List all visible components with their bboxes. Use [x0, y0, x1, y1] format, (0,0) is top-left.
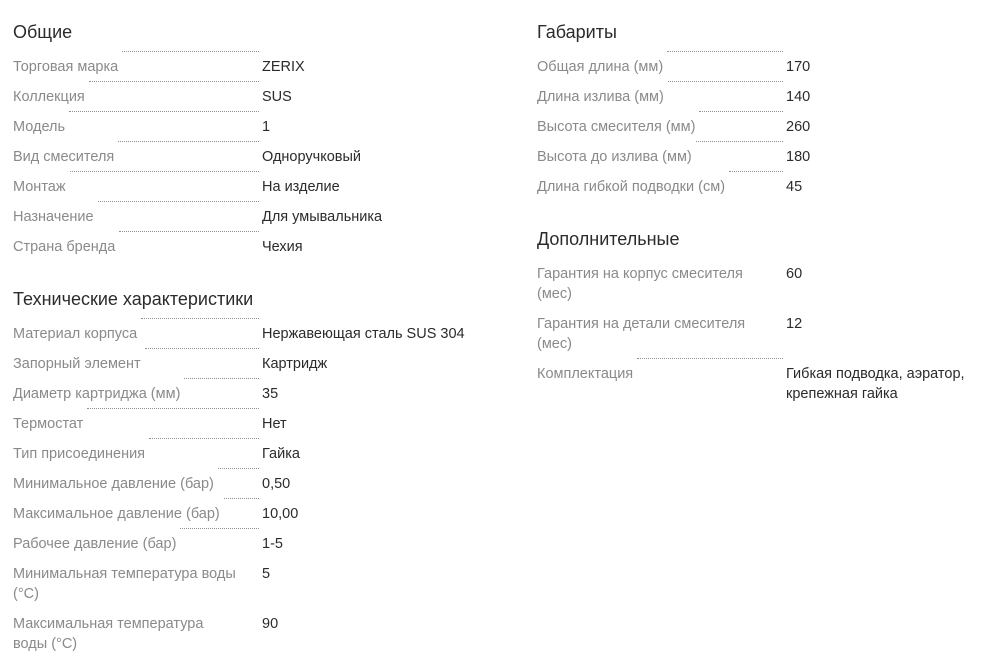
spec-value: 1-5	[262, 536, 283, 552]
spec-label: Общая длина (мм)	[537, 59, 664, 75]
dotted-leader	[637, 358, 783, 359]
dotted-leader	[118, 141, 259, 142]
dotted-leader	[69, 111, 259, 112]
spec-value: 140	[786, 89, 811, 105]
spec-value: Гайка	[262, 446, 300, 462]
dotted-leader	[141, 318, 259, 319]
spec-label: Коллекция	[13, 89, 85, 105]
spec-value: 5	[262, 566, 271, 582]
dotted-leader	[145, 348, 259, 349]
spec-label: Максимальная температура воды (°C)	[13, 616, 204, 652]
spec-label: Длина излива (мм)	[537, 89, 664, 105]
dotted-leader	[184, 378, 259, 379]
spec-label: Гарантия на корпус смесителя (мес)	[537, 266, 743, 302]
spec-label: Монтаж	[13, 179, 66, 195]
dotted-leader	[98, 201, 259, 202]
dotted-leader	[122, 51, 259, 52]
section-title-dimensions: Габариты	[537, 22, 617, 42]
spec-value: SUS	[262, 89, 292, 105]
dotted-leader	[224, 498, 259, 499]
spec-value: 1	[262, 119, 271, 135]
spec-label: Страна бренда	[13, 239, 116, 255]
spec-label: Минимальная температура воды (°C)	[13, 566, 236, 602]
dotted-leader	[180, 528, 259, 529]
spec-value: Гибкая подводка, аэратор, крепежная гайка	[786, 366, 965, 402]
dotted-leader	[87, 408, 259, 409]
spec-value: 260	[786, 119, 811, 135]
spec-value: 12	[786, 316, 803, 332]
spec-value: 10,00	[262, 506, 299, 522]
spec-label: Минимальное давление (бар)	[13, 476, 214, 492]
spec-value: Чехия	[262, 239, 303, 255]
spec-label: Высота до излива (мм)	[537, 149, 692, 165]
spec-label: Назначение	[13, 209, 94, 225]
spec-value: 180	[786, 149, 811, 165]
dotted-leader	[89, 81, 259, 82]
spec-label: Торговая марка	[13, 59, 119, 75]
dotted-leader	[119, 231, 259, 232]
spec-value: 45	[786, 179, 803, 195]
section-title-additional: Дополнительные	[537, 229, 680, 249]
spec-label: Запорный элемент	[13, 356, 141, 372]
dotted-leader	[70, 171, 259, 172]
spec-label: Рабочее давление (бар)	[13, 536, 177, 552]
spec-value: ZERIX	[262, 59, 305, 75]
section-title-general: Общие	[13, 22, 73, 42]
spec-label: Тип присоединения	[13, 446, 146, 462]
spec-label: Вид смесителя	[13, 149, 115, 165]
spec-value: Одноручковый	[262, 149, 361, 165]
spec-label: Гарантия на детали смесителя (мес)	[537, 316, 746, 352]
spec-value: Нет	[262, 416, 287, 432]
dotted-leader	[667, 51, 783, 52]
spec-label: Максимальное давление (бар)	[13, 506, 220, 522]
spec-label: Высота смесителя (мм)	[537, 119, 696, 135]
dotted-leader	[149, 438, 259, 439]
dotted-leader	[699, 111, 783, 112]
spec-label: Модель	[13, 119, 66, 135]
spec-value: 170	[786, 59, 811, 75]
dotted-leader	[218, 468, 259, 469]
spec-value: Для умывальника	[262, 209, 383, 225]
dotted-leader	[696, 141, 783, 142]
spec-value: 0,50	[262, 476, 291, 492]
spec-label: Материал корпуса	[13, 326, 138, 342]
spec-label: Термостат	[13, 416, 84, 432]
spec-value: 90	[262, 616, 279, 632]
spec-label: Длина гибкой подводки (см)	[537, 179, 726, 195]
spec-value: Картридж	[262, 356, 328, 372]
spec-value: 60	[786, 266, 803, 282]
spec-label: Диаметр картриджа (мм)	[13, 386, 181, 402]
spec-value: На изделие	[262, 179, 340, 195]
dotted-leader	[729, 171, 783, 172]
spec-value: Нержавеющая сталь SUS 304	[262, 326, 465, 342]
dotted-leader	[668, 81, 783, 82]
spec-label: Комплектация	[537, 366, 634, 382]
spec-value: 35	[262, 386, 279, 402]
section-title-technical: Технические характеристики	[13, 289, 254, 309]
